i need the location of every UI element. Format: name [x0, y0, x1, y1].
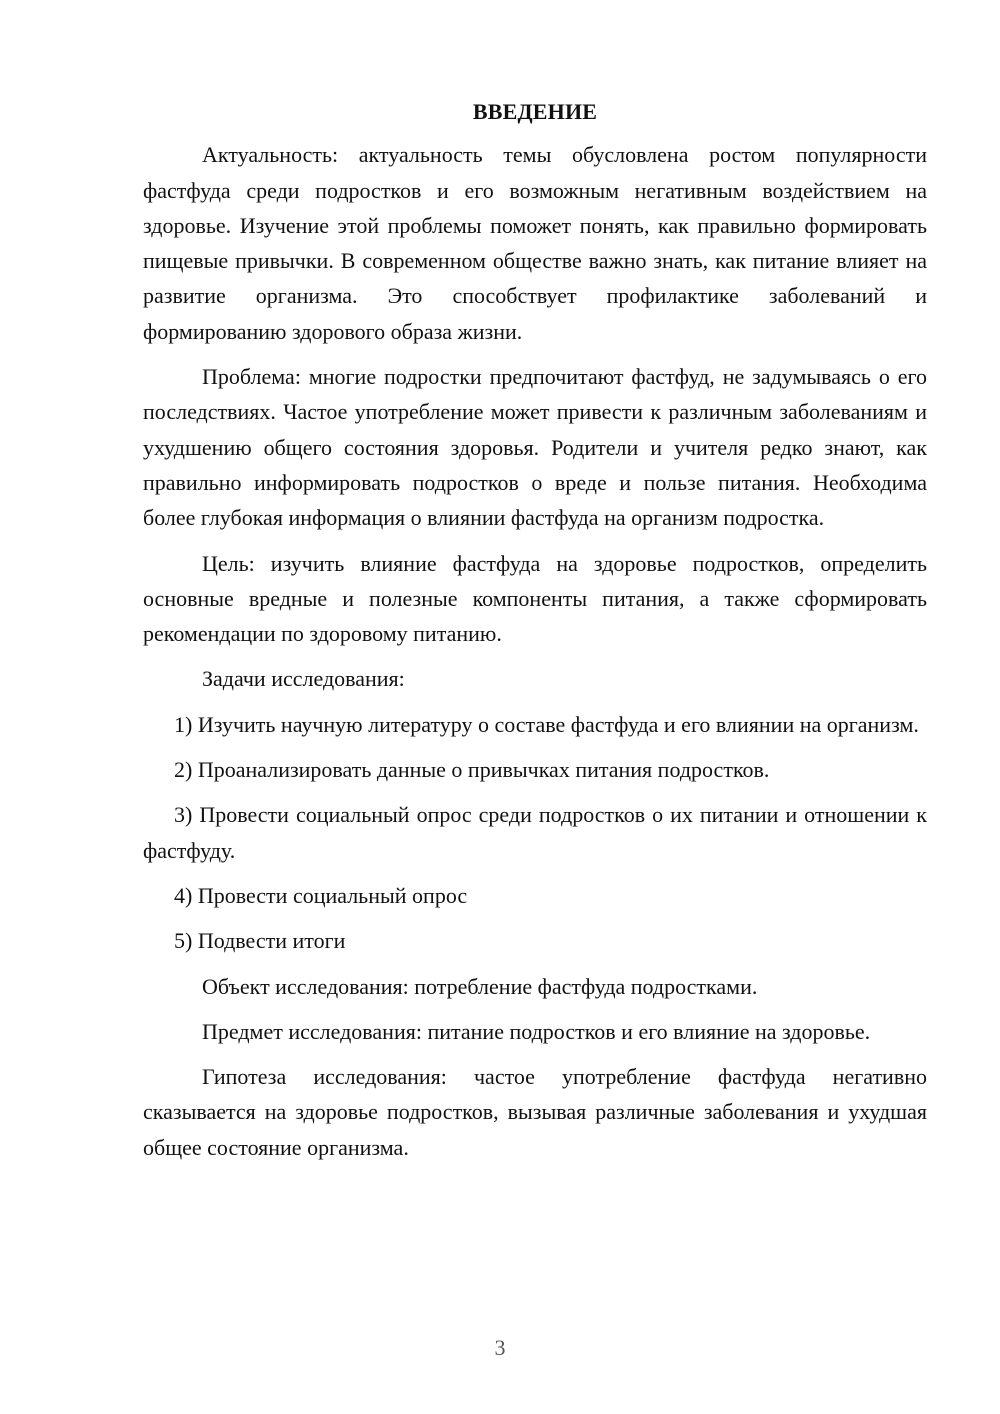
paragraph-problem: Проблема: многие подростки предпочитают фастфуд, не задумываясь о его последствиях. Частое употребление может привести к различным заболеваниям и ухудшению общего состояния здоровья. Родители и учителя редко знают, как правильно информировать подростков о вреде и пользе питания. Необходима более глубокая информация о влиянии фастфуда на организм подростка. — [143, 364, 927, 531]
task-item-4: 4) Провести социальный опрос — [174, 882, 468, 908]
paragraph-relevance: Актуальность: актуальность темы обусловлена ростом популярности фастфуда среди подростков и его возможным негативным воздействием на здоровье. Изучение этой проблемы поможет понять, как правильно формировать пищевые привычки. В современном обществе важно знать, как питание влияет на развитие организма. Это способствует профилактике заболеваний и формированию здорового образа жизни. — [143, 142, 927, 344]
task-item-5: 5) Подвести итоги — [174, 928, 346, 954]
task-item-1: 1) Изучить научную литературу о составе фастфуда и его влиянии на организм. — [174, 711, 919, 737]
task-item-3: 3) Провести социальный опрос среди подростков о их питании и отношении к фастфуду. — [143, 802, 927, 863]
paragraph-goal: Цель: изучить влияние фастфуда на здоровье подростков, определить основные вредные и полезные компоненты питания, а также сформировать рекомендации по здоровому питанию. — [143, 550, 927, 647]
section-title: ВВЕДЕНИЕ — [472, 99, 598, 124]
document-body — [143, 94, 927, 1175]
task-item-2: 2) Проанализировать данные о привычках питания подростков. — [174, 757, 770, 783]
paragraph-object: Объект исследования: потребление фастфуда подростками. — [202, 973, 758, 999]
page-number: 3 — [494, 1335, 506, 1360]
paragraph-hypothesis: Гипотеза исследования: частое употребление фастфуда негативно сказывается на здоровье подростков, вызывая различные заболевания и ухудшая общее состояние организма. — [143, 1064, 927, 1160]
paragraph-subject: Предмет исследования: питание подростков и его влияние на здоровье. — [202, 1018, 871, 1044]
paragraph-tasks-heading: Задачи исследования: — [202, 666, 405, 692]
